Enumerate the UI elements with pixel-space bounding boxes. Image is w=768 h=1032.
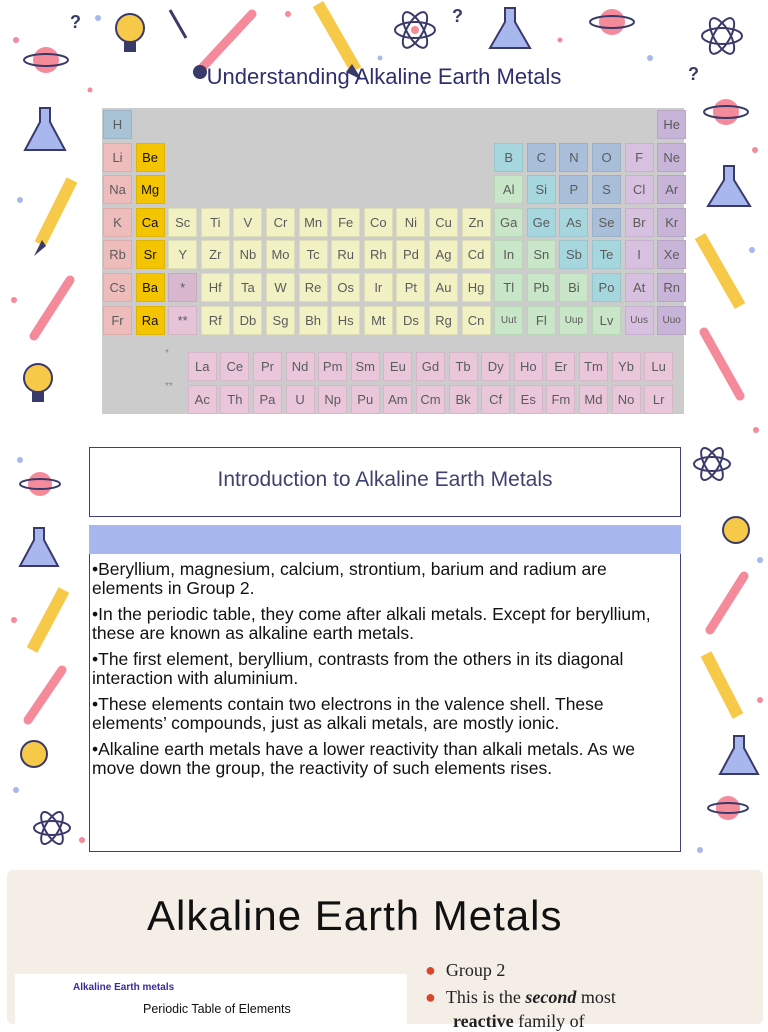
periodic-table-inset: [15, 974, 407, 1024]
element-kr: Kr: [657, 208, 686, 237]
element-he: He: [657, 110, 686, 139]
bullet-group-text: Group 2: [445, 960, 506, 980]
element-as: As: [559, 208, 588, 237]
element-pd: Pd: [396, 240, 425, 269]
element-lv: Lv: [592, 306, 621, 335]
element-cs: Cs: [103, 273, 132, 302]
element-in: In: [494, 240, 523, 269]
bullet-continuation: [453, 1011, 585, 1032]
element-uus: Uus: [625, 306, 654, 335]
lightbulb-icon: [723, 517, 749, 543]
element-la: La: [188, 352, 217, 381]
actinide-marker: **: [164, 381, 173, 392]
element-ce: Ce: [220, 352, 249, 381]
bullet-3: •The first element, beryllium, contrasts from the others in its diagonal interaction with aluminium.: [92, 649, 624, 688]
element-c: C: [527, 143, 556, 172]
element-db: Db: [233, 306, 262, 335]
element-os: Os: [331, 273, 360, 302]
planet-icon: [704, 99, 748, 125]
element-fr: Fr: [103, 306, 132, 335]
element-al: Al: [494, 175, 523, 204]
element-pb: Pb: [527, 273, 556, 302]
lightbulb-icon: [21, 741, 47, 767]
element-nd: Nd: [286, 352, 315, 381]
element-xe: Xe: [657, 240, 686, 269]
element-am: Am: [383, 385, 412, 414]
element-th: Th: [220, 385, 249, 414]
element-md: Md: [579, 385, 608, 414]
element-i: I: [625, 240, 654, 269]
element-na: Na: [103, 175, 132, 204]
element-ba: Ba: [136, 273, 165, 302]
element-cr: Cr: [266, 208, 295, 237]
element-tb: Tb: [449, 352, 478, 381]
atom-icon: [395, 9, 435, 52]
svg-text:?: ?: [70, 12, 81, 32]
element-sn: Sn: [527, 240, 556, 269]
element-mt: Mt: [364, 306, 393, 335]
element-rn: Rn: [657, 273, 686, 302]
element-cl: Cl: [625, 175, 654, 204]
element-pm: Pm: [318, 352, 347, 381]
element-ca: Ca: [136, 208, 165, 237]
element-cn: Cn: [462, 306, 491, 335]
element-u: U: [286, 385, 315, 414]
element-ne: Ne: [657, 143, 686, 172]
element-po: Po: [592, 273, 621, 302]
element-uut: Uut: [494, 306, 523, 335]
element-nb: Nb: [233, 240, 262, 269]
element-y: Y: [168, 240, 197, 269]
element-lr: Lr: [644, 385, 673, 414]
slide-title: Understanding Alkaline Earth Metals: [206, 64, 562, 89]
paintbrush-icon: [28, 670, 62, 720]
bullet-text: family of: [513, 1011, 585, 1031]
element-ir: Ir: [364, 273, 393, 302]
bullet-emphasis: second: [525, 987, 577, 1007]
svg-text:?: ?: [452, 6, 463, 26]
planet-icon: [590, 9, 634, 35]
intro-content-box: [89, 554, 681, 852]
element-p: P: [559, 175, 588, 204]
flask-icon: [708, 166, 750, 206]
element-ru: Ru: [331, 240, 360, 269]
planet-icon: [20, 472, 60, 496]
element-mn: Mn: [299, 208, 328, 237]
pencil-icon: [700, 236, 740, 306]
bullet-text: This is the: [445, 987, 526, 1007]
flask-icon: [720, 736, 758, 774]
element-mg: Mg: [136, 175, 165, 204]
element-ds: Ds: [396, 306, 425, 335]
bullet-dot-icon: ●: [425, 960, 436, 980]
element-sc: Sc: [168, 208, 197, 237]
element-f: F: [625, 143, 654, 172]
element-ho: Ho: [514, 352, 543, 381]
element-dy: Dy: [481, 352, 510, 381]
paintbrush-icon: [704, 332, 740, 396]
element-w: W: [266, 273, 295, 302]
content-header-bar: [89, 525, 681, 554]
element-zn: Zn: [462, 208, 491, 237]
element-tm: Tm: [579, 352, 608, 381]
element-uup: Uup: [559, 306, 588, 335]
element-ag: Ag: [429, 240, 458, 269]
element-er: Er: [546, 352, 575, 381]
element-np: Np: [318, 385, 347, 414]
svg-text:?: ?: [688, 64, 699, 84]
element-pu: Pu: [351, 385, 380, 414]
bullet-reactive: [425, 987, 616, 1008]
periodic-table: [102, 108, 684, 414]
element-markermarker: **: [168, 306, 197, 335]
element-ar: Ar: [657, 175, 686, 204]
element-k: K: [103, 208, 132, 237]
bullet-text: most: [576, 987, 616, 1007]
element-bh: Bh: [299, 306, 328, 335]
bullet-dot-icon: ●: [425, 987, 436, 1007]
element-no: No: [612, 385, 641, 414]
element-hf: Hf: [201, 273, 230, 302]
element-ra: Ra: [136, 306, 165, 335]
planet-icon: [708, 796, 748, 820]
element-rg: Rg: [429, 306, 458, 335]
element-sg: Sg: [266, 306, 295, 335]
element-hs: Hs: [331, 306, 360, 335]
lanthanide-marker: *: [164, 348, 169, 359]
element-pt: Pt: [396, 273, 425, 302]
paperclip-icon: [170, 10, 186, 38]
element-hg: Hg: [462, 273, 491, 302]
atom-icon: [694, 445, 730, 483]
lightbulb-icon: [24, 364, 52, 402]
atom-icon: [34, 809, 70, 847]
pencil-icon: [32, 590, 64, 650]
inset-title: Periodic Table of Elements: [143, 1002, 291, 1016]
element-bi: Bi: [559, 273, 588, 302]
element-cu: Cu: [429, 208, 458, 237]
lightbulb-icon: [116, 14, 144, 52]
flask-icon: [25, 108, 65, 150]
bullet-1: •Beryllium, magnesium, calcium, strontium, barium and radium are elements in Group 2.: [92, 559, 607, 598]
intro-title: Introduction to Alkaline Earth Metals: [217, 468, 553, 491]
element-yb: Yb: [612, 352, 641, 381]
next-slide-title: Alkaline Earth Metals: [147, 892, 563, 939]
element-be: Be: [136, 143, 165, 172]
element-fl: Fl: [527, 306, 556, 335]
element-ta: Ta: [233, 273, 262, 302]
bullet-group: [425, 960, 505, 981]
element-rf: Rf: [201, 306, 230, 335]
element-h: H: [103, 110, 132, 139]
element-cd: Cd: [462, 240, 491, 269]
flask-icon: [490, 8, 530, 48]
next-slide-preview: [7, 870, 763, 1031]
element-si: Si: [527, 175, 556, 204]
element-b: B: [494, 143, 523, 172]
element-li: Li: [103, 143, 132, 172]
bullet-5: •Alkaline earth metals have a lower reactivity than alkali metals. As we move down the group, the reactivity of such elements rises.: [92, 739, 636, 778]
element-co: Co: [364, 208, 393, 237]
element-marker: *: [168, 273, 197, 302]
element-fm: Fm: [546, 385, 575, 414]
element-sm: Sm: [351, 352, 380, 381]
element-au: Au: [429, 273, 458, 302]
element-uuo: Uuo: [657, 306, 686, 335]
element-tl: Tl: [494, 273, 523, 302]
element-o: O: [592, 143, 621, 172]
element-br: Br: [625, 208, 654, 237]
element-pr: Pr: [253, 352, 282, 381]
element-s: S: [592, 175, 621, 204]
element-mo: Mo: [266, 240, 295, 269]
bullet-4: •These elements contain two electrons in the valence shell. These elements’ compounds, just as alkali metals, are mostly ionic.: [92, 694, 604, 733]
element-gd: Gd: [416, 352, 445, 381]
element-eu: Eu: [383, 352, 412, 381]
flask-icon: [20, 528, 58, 566]
element-pa: Pa: [253, 385, 282, 414]
paintbrush-icon: [34, 280, 70, 336]
element-ti: Ti: [201, 208, 230, 237]
paintbrush-icon: [710, 576, 744, 630]
element-es: Es: [514, 385, 543, 414]
element-ge: Ge: [527, 208, 556, 237]
element-lu: Lu: [644, 352, 673, 381]
element-n: N: [559, 143, 588, 172]
intro-title-box: [89, 447, 681, 517]
element-ga: Ga: [494, 208, 523, 237]
element-rh: Rh: [364, 240, 393, 269]
element-fe: Fe: [331, 208, 360, 237]
element-tc: Tc: [299, 240, 328, 269]
element-cf: Cf: [481, 385, 510, 414]
element-sr: Sr: [136, 240, 165, 269]
pencil-icon: [706, 654, 738, 716]
bullet-2: •In the periodic table, they come after alkali metals. Except for beryllium, these are known as alkaline earth metals.: [92, 604, 651, 643]
element-bk: Bk: [449, 385, 478, 414]
atom-icon: [702, 15, 742, 58]
element-v: V: [233, 208, 262, 237]
element-at: At: [625, 273, 654, 302]
element-cm: Cm: [416, 385, 445, 414]
bullet-strong: reactive: [453, 1011, 514, 1031]
element-te: Te: [592, 240, 621, 269]
pencil-icon: [34, 180, 72, 256]
element-se: Se: [592, 208, 621, 237]
inset-label: Alkaline Earth metals: [73, 982, 175, 993]
element-sb: Sb: [559, 240, 588, 269]
element-re: Re: [299, 273, 328, 302]
element-rb: Rb: [103, 240, 132, 269]
element-ac: Ac: [188, 385, 217, 414]
element-ni: Ni: [396, 208, 425, 237]
element-zr: Zr: [201, 240, 230, 269]
